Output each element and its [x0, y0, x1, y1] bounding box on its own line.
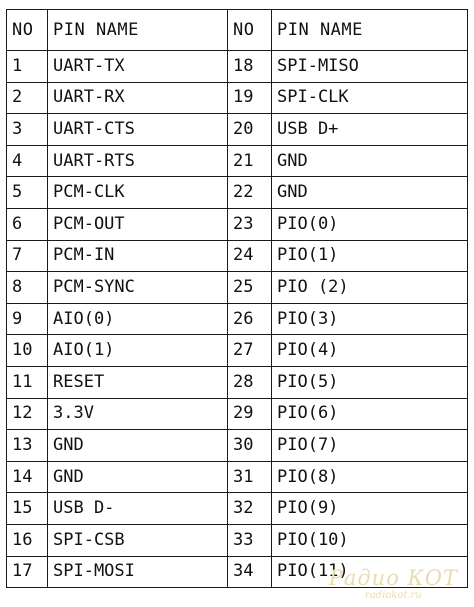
pin-number-cell: 24 — [228, 240, 272, 272]
pin-number-cell: 6 — [7, 208, 48, 240]
pin-name-cell: PIO(3) — [272, 303, 468, 335]
pin-number-cell: 7 — [7, 240, 48, 272]
pin-name-cell: SPI-CSB — [48, 524, 228, 556]
pin-number-cell: 11 — [7, 366, 48, 398]
header-row — [7, 10, 468, 51]
pin-name-cell: PIO(4) — [272, 335, 468, 367]
table-row — [7, 398, 468, 430]
pin-name-cell: UART-RX — [48, 82, 228, 114]
pin-number-cell: 28 — [228, 366, 272, 398]
pin-number-cell: 30 — [228, 430, 272, 462]
table-row — [7, 208, 468, 240]
table-row — [7, 335, 468, 367]
pin-name-cell: GND — [48, 430, 228, 462]
pin-name-cell: PIO(9) — [272, 493, 468, 525]
pin-name-cell: UART-RTS — [48, 145, 228, 177]
pin-number-cell: 31 — [228, 461, 272, 493]
pin-name-cell: GND — [272, 177, 468, 209]
pin-name-cell: AIO(0) — [48, 303, 228, 335]
pin-name-cell: PIO(5) — [272, 366, 468, 398]
pin-table-body — [7, 51, 468, 588]
pin-number-cell: 27 — [228, 335, 272, 367]
pin-name-cell: PIO (2) — [272, 272, 468, 304]
pin-number-cell: 20 — [228, 114, 272, 146]
pin-name-cell: PIO(7) — [272, 430, 468, 462]
pin-number-cell: 5 — [7, 177, 48, 209]
pin-number-cell: 15 — [7, 493, 48, 525]
header-no-left: NO — [7, 10, 48, 51]
table-row — [7, 366, 468, 398]
pin-name-cell: RESET — [48, 366, 228, 398]
pin-number-cell: 26 — [228, 303, 272, 335]
pin-name-cell: PCM-SYNC — [48, 272, 228, 304]
pin-number-cell: 21 — [228, 145, 272, 177]
table-row — [7, 145, 468, 177]
pin-name-cell: PIO(11) — [272, 556, 468, 588]
pin-name-cell: USB D- — [48, 493, 228, 525]
pin-name-cell: PIO(1) — [272, 240, 468, 272]
pin-number-cell: 12 — [7, 398, 48, 430]
pin-name-cell: 3.3V — [48, 398, 228, 430]
pin-number-cell: 32 — [228, 493, 272, 525]
pin-name-cell: UART-CTS — [48, 114, 228, 146]
table-row — [7, 272, 468, 304]
pin-number-cell: 2 — [7, 82, 48, 114]
table-row — [7, 51, 468, 83]
table-row — [7, 240, 468, 272]
watermark-line2: radiokot.ru — [364, 590, 422, 601]
pin-number-cell: 25 — [228, 272, 272, 304]
watermark-logo — [329, 568, 458, 601]
table-row — [7, 430, 468, 462]
pin-name-cell: USB D+ — [272, 114, 468, 146]
pin-number-cell: 1 — [7, 51, 48, 83]
header-pin-name-right: PIN NAME — [272, 10, 468, 51]
pin-name-cell: SPI-MOSI — [48, 556, 228, 588]
pin-name-cell: AIO(1) — [48, 335, 228, 367]
pin-number-cell: 4 — [7, 145, 48, 177]
table-row — [7, 82, 468, 114]
pin-name-cell: PCM-IN — [48, 240, 228, 272]
table-row — [7, 524, 468, 556]
table-row — [7, 493, 468, 525]
table-row — [7, 177, 468, 209]
pin-name-cell: PIO(10) — [272, 524, 468, 556]
pin-number-cell: 19 — [228, 82, 272, 114]
pin-name-cell: UART-TX — [48, 51, 228, 83]
pin-number-cell: 9 — [7, 303, 48, 335]
table-row — [7, 114, 468, 146]
pin-name-cell: SPI-CLK — [272, 82, 468, 114]
pin-table-header — [7, 10, 468, 51]
watermark-line1: Радио КОТ — [328, 566, 458, 590]
pin-name-cell: SPI-MISO — [272, 51, 468, 83]
pin-number-cell: 18 — [228, 51, 272, 83]
pin-number-cell: 23 — [228, 208, 272, 240]
pin-table — [6, 9, 468, 588]
pin-number-cell: 8 — [7, 272, 48, 304]
pin-number-cell: 29 — [228, 398, 272, 430]
pin-name-cell: PCM-CLK — [48, 177, 228, 209]
table-row — [7, 303, 468, 335]
pin-number-cell: 17 — [7, 556, 48, 588]
pin-name-cell: GND — [272, 145, 468, 177]
pin-number-cell: 34 — [228, 556, 272, 588]
header-pin-name-left: PIN NAME — [48, 10, 228, 51]
pin-name-cell: PIO(0) — [272, 208, 468, 240]
pin-number-cell: 10 — [7, 335, 48, 367]
pin-number-cell: 33 — [228, 524, 272, 556]
table-row — [7, 461, 468, 493]
pin-number-cell: 14 — [7, 461, 48, 493]
pin-name-cell: PIO(8) — [272, 461, 468, 493]
header-no-right: NO — [228, 10, 272, 51]
pin-name-cell: PIO(6) — [272, 398, 468, 430]
pin-number-cell: 22 — [228, 177, 272, 209]
pin-number-cell: 13 — [7, 430, 48, 462]
pin-number-cell: 3 — [7, 114, 48, 146]
pin-name-cell: PCM-OUT — [48, 208, 228, 240]
pin-name-cell: GND — [48, 461, 228, 493]
pin-number-cell: 16 — [7, 524, 48, 556]
